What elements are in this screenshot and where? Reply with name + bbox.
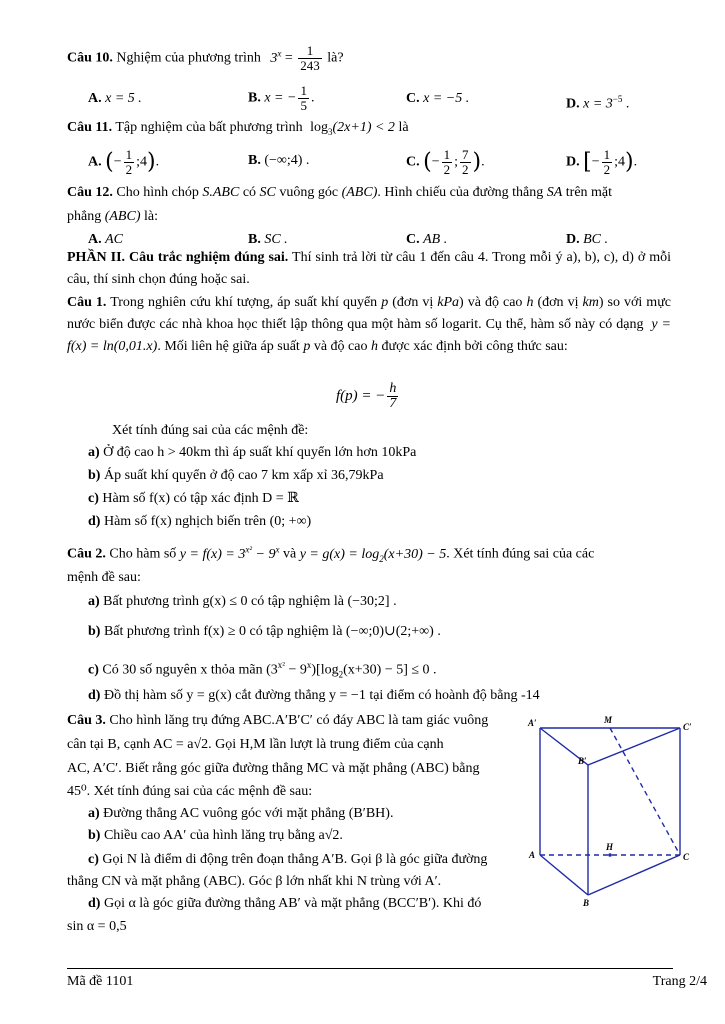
- q12-option-b: B. SC .: [248, 232, 288, 247]
- c3-item-c: c) Gọi N là điểm di động trên đoạn thẳng A′B. Gọi β là góc giữa đường: [88, 852, 488, 867]
- q10-option-b: B. x = − $\frac{1}{5}$ .: [248, 83, 315, 113]
- c1-item-d: d) Hàm số f(x) nghịch biến trên (0; +∞): [88, 514, 312, 529]
- label-a1: A′: [528, 718, 537, 728]
- c2-item-b: b) Bất phương trình f(x) ≥ 0 có tập nghiệm là (−∞;0)∪(2;+∞) .: [88, 624, 441, 639]
- edge-a-b: [540, 855, 588, 895]
- c1-item-b: b) Áp suất khí quyển ở độ cao 7 km xấp xỉ 36,79kPa: [88, 468, 384, 483]
- c3-item-d: d) Gọi α là góc giữa đường thẳng AB′ và mặt phẳng (BCC′B′). Khi đó: [88, 896, 482, 911]
- label-m: M: [604, 715, 613, 725]
- q10-stem: Câu 10. Nghiệm của phương trình 3$^x$ = $\frac{1}{243}$ là?: [67, 43, 344, 73]
- q10-option-a: A. x = 5 .: [88, 91, 142, 106]
- q10-option-d: D. $x = 3^{-5}$ .: [566, 94, 630, 112]
- q10-fraction: $\frac{1}{243}$: [300, 43, 320, 73]
- part2-heading: PHẦN II. Câu trắc nghiệm đúng sai.: [67, 250, 289, 265]
- q11-option-b: B. (−∞;4) .: [248, 153, 310, 168]
- label-b: B: [583, 898, 590, 908]
- c2-item-c: c) Có 30 số nguyên x thỏa mãn $(3^{x^2} - 9^x)[\log_2(x+30) - 5] \le 0$ .: [88, 660, 437, 680]
- q10-option-c: C. x = −5 .: [406, 91, 470, 106]
- part2-instructions: PHẦN II. Câu trắc nghiệm đúng sai. Thí sinh trả lời từ câu 1 đến câu 4. Trong mỗi ý a), b), c), d) ở mỗi câu, thí sinh chọn đúng hoặc sai.: [67, 250, 671, 287]
- c3-item-c-cont: thẳng CN và mặt phẳng (ABC). Góc β lớn nhất khi N trùng với A′.: [67, 874, 442, 889]
- footer-rule: [67, 968, 673, 969]
- c2-item-a: a) Bất phương trình g(x) ≤ 0 có tập nghiệm là (−30;2] .: [88, 594, 397, 609]
- c3-stem-line2: cân tại B, cạnh AC = a√2. Gọi H,M lần lượt là trung điểm của cạnh: [67, 737, 444, 752]
- label-b1: B′: [578, 756, 587, 766]
- c3-item-b: b) Chiều cao AA′ của hình lăng trụ bằng a√2.: [88, 828, 343, 843]
- c1-stem: Câu 1. Trong nghiên cứu khí tượng, áp suất khí quyển p (đơn vị kPa) và độ cao h (đơn vị km) so với mực nước biển được các nhà khoa học thiết lập thông qua một hàm số logarit. Cụ thể, hàm số này có dạng y = f(x) = ln(0,01.x). Mối liên hệ giữa áp suất p và độ cao h được xác định bởi công thức sau:: [67, 295, 672, 354]
- label-c1: C′: [683, 722, 692, 732]
- c2-stem-line1: Câu 2. Cho hàm số $y = f(x) = 3^{x^2} - 9^x$ và $y = g(x) = \log_2(x+30) - 5$. Xét tính đúng sai của các: [67, 544, 595, 564]
- c2-stem-line2: mệnh đề sau:: [67, 570, 141, 585]
- c3-item-d-cont: sin α = 0,5: [67, 919, 127, 934]
- c3-item-a: a) Đường thẳng AC vuông góc với mặt phẳng (B′BH).: [88, 806, 394, 821]
- edge-b1-c1: [588, 728, 680, 765]
- q12-option-c: C. AB .: [406, 232, 448, 247]
- c1-item-c: c) Hàm số f(x) có tập xác định D = ℝ: [88, 491, 299, 506]
- q12-stem-line2: phẳng (ABC) là:: [67, 209, 158, 224]
- prism-figure: [520, 710, 700, 915]
- c1-intro: Xét tính đúng sai của các mệnh đề:: [112, 423, 309, 438]
- label-h: H: [606, 842, 614, 852]
- segment-m-c-hidden: [610, 728, 680, 855]
- q11-option-d: D. [− $\frac{1}{2}$ ;4).: [566, 147, 638, 177]
- q10-label: Câu 10.: [67, 50, 113, 66]
- point-h: [608, 853, 612, 857]
- q12-option-d: D. BC .: [566, 232, 609, 247]
- q12-option-a: A. AC: [88, 232, 124, 247]
- c2-item-d: d) Đồ thị hàm số y = g(x) cắt đường thẳng y = −1 tại điểm có hoành độ bằng -14: [88, 688, 540, 703]
- q11-option-a: A. (− $\frac{1}{2}$ ;4).: [88, 147, 160, 177]
- edge-b-c: [588, 855, 680, 895]
- c3-stem-line1: Câu 3. Cho hình lăng trụ đứng ABC.A′B′C′ có đáy ABC là tam giác vuông: [67, 713, 489, 728]
- label-c: C: [683, 852, 690, 862]
- footer-code: Mã đề 1101: [67, 974, 134, 989]
- q11-stem: Câu 11. Tập nghiệm của bất phương trình $\log_3(2x+1) < 2$ là: [67, 120, 409, 137]
- prism-svg: [520, 710, 700, 910]
- footer-page: Trang 2/4: [652, 974, 707, 989]
- q11-option-c: C. (− $\frac{1}{2}$ ; $\frac{7}{2}$ ).: [406, 147, 485, 177]
- c1-formula: f(p) = − $\frac{h}{7}$: [336, 381, 397, 411]
- label-a: A: [529, 850, 536, 860]
- q12-stem-line1: Câu 12. Cho hình chóp S.ABC có SC vuông góc (ABC). Hình chiếu của đường thẳng SA trên mặt: [67, 185, 613, 200]
- c3-stem-line4: 45⁰. Xét tính đúng sai của các mệnh đề sau:: [67, 784, 313, 799]
- c1-item-a: a) Ở độ cao h > 40km thì áp suất khí quyển lớn hơn 10kPa: [88, 445, 417, 460]
- c3-stem-line3: AC, A′C′. Biết rằng góc giữa đường thẳng MC và mặt phẳng (ABC) bằng: [67, 761, 480, 776]
